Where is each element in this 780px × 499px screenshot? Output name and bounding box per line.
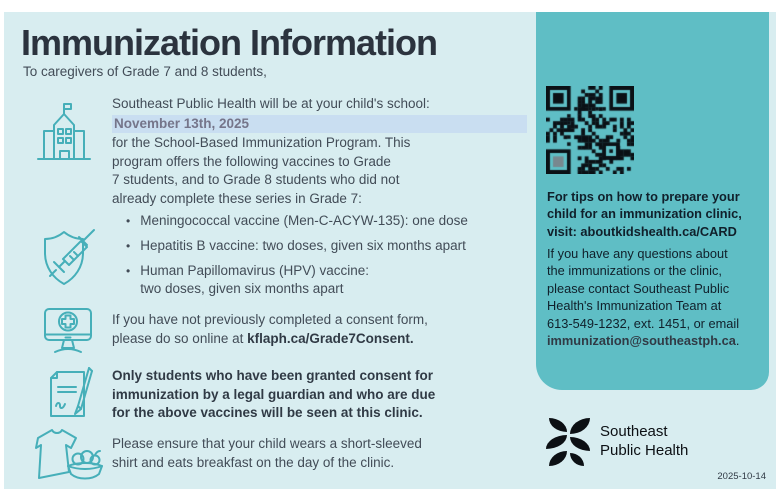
- bullet-dot: •: [126, 214, 131, 228]
- vaccine-line: two doses, given six months apart: [140, 281, 344, 296]
- vaccine-item: [126, 262, 468, 298]
- clinic-day-paragraph: [112, 435, 532, 472]
- page-subtitle: To caregivers of Grade 7 and 8 students,: [23, 64, 267, 79]
- intro-line: 7 students, and to Grade 8 students who did not: [112, 172, 400, 187]
- logo-leaf-icon: [570, 437, 590, 451]
- bullet-dot: •: [126, 264, 131, 278]
- vaccine-line: Hepatitis B vaccine: two doses, given six months apart: [140, 238, 466, 253]
- logo-line: Public Health: [600, 441, 689, 459]
- page-title: Immunization Information: [21, 22, 437, 63]
- bullet-dot: •: [126, 239, 131, 253]
- tips-line[interactable]: visit: aboutkidshealth.ca/CARD: [547, 223, 737, 239]
- granted-line: immunization by a legal guardian and who are due: [112, 386, 436, 402]
- vaccine-item: [126, 237, 468, 255]
- consent-post: .: [409, 330, 414, 346]
- intro-paragraph: [112, 95, 532, 208]
- tips-line: child for an immunization clinic,: [547, 206, 742, 222]
- questions-paragraph: [547, 245, 765, 349]
- clinic-day-line: Please ensure that your child wears a short-sleeved: [112, 436, 422, 451]
- intro-line: already complete these series in Grade 7:: [112, 190, 362, 206]
- logo-line: Southeast: [600, 423, 668, 440]
- tips-line: For tips on how to prepare your: [547, 189, 740, 204]
- consent-form-link[interactable]: kflaph.ca/Grade7Consent: [247, 330, 410, 346]
- logo-leaf-icon: [549, 451, 567, 466]
- shield-syringe-icon: [38, 226, 98, 292]
- questions-line: please contact Southeast Public: [547, 280, 730, 296]
- vaccine-line: Meningococcal vaccine (Men-C-ACYW-135): one dose: [140, 213, 468, 228]
- consent-paragraph: [112, 311, 532, 348]
- school-building-icon: [36, 101, 92, 163]
- intro-line: program offers the following vaccines to Grade: [112, 153, 391, 169]
- date-stamp: 2025-10-14: [717, 471, 766, 482]
- logo-leaf-icon: [546, 435, 567, 449]
- logo-leaf-icon: [570, 453, 584, 466]
- clinic-date-highlight: November 13th, 2025: [112, 115, 527, 134]
- vaccine-text: [140, 237, 466, 255]
- tshirt-food-icon: [26, 426, 104, 484]
- computer-medical-icon: [42, 306, 94, 358]
- granted-line: Only students who have been granted consent for: [112, 368, 434, 383]
- intro-line: for the School-Based Immunization Program. This: [112, 135, 411, 150]
- questions-line: Health's Immunization Team at: [547, 298, 722, 314]
- immunization-email-link[interactable]: immunization@southeastph.ca: [547, 333, 736, 349]
- vaccine-list: [126, 212, 468, 305]
- consent-line: [112, 330, 532, 349]
- qr-code: [546, 86, 634, 174]
- vaccine-text: [140, 212, 468, 230]
- consent-pre: please do so online at: [112, 330, 248, 346]
- questions-line: the immunizations or the clinic,: [547, 263, 722, 279]
- vaccine-line: Human Papillomavirus (HPV) vaccine:: [140, 263, 370, 278]
- southeast-public-health-logo: [546, 418, 592, 466]
- consent-line: If you have not previously completed a consent form,: [112, 312, 428, 327]
- questions-line: [547, 332, 765, 349]
- questions-period: .: [735, 333, 740, 349]
- granted-line: for the above vaccines will be seen at this clinic.: [112, 405, 423, 420]
- logo-wordmark: [600, 423, 688, 460]
- granted-consent-paragraph: [112, 367, 532, 423]
- vaccine-text: [140, 262, 369, 298]
- clinic-day-line: shirt and eats breakfast on the day of the clinic.: [112, 454, 395, 470]
- signed-form-icon: [40, 366, 94, 422]
- logo-leaf-icon: [549, 418, 567, 432]
- tips-paragraph: [547, 188, 765, 240]
- vaccine-item: [126, 212, 468, 230]
- questions-line: 613-549-1232, ext. 1451, or email: [547, 315, 740, 331]
- questions-line: If you have any questions about: [547, 246, 728, 261]
- intro-line: Southeast Public Health will be at your child's school:: [112, 96, 430, 111]
- logo-leaf-icon: [570, 418, 590, 434]
